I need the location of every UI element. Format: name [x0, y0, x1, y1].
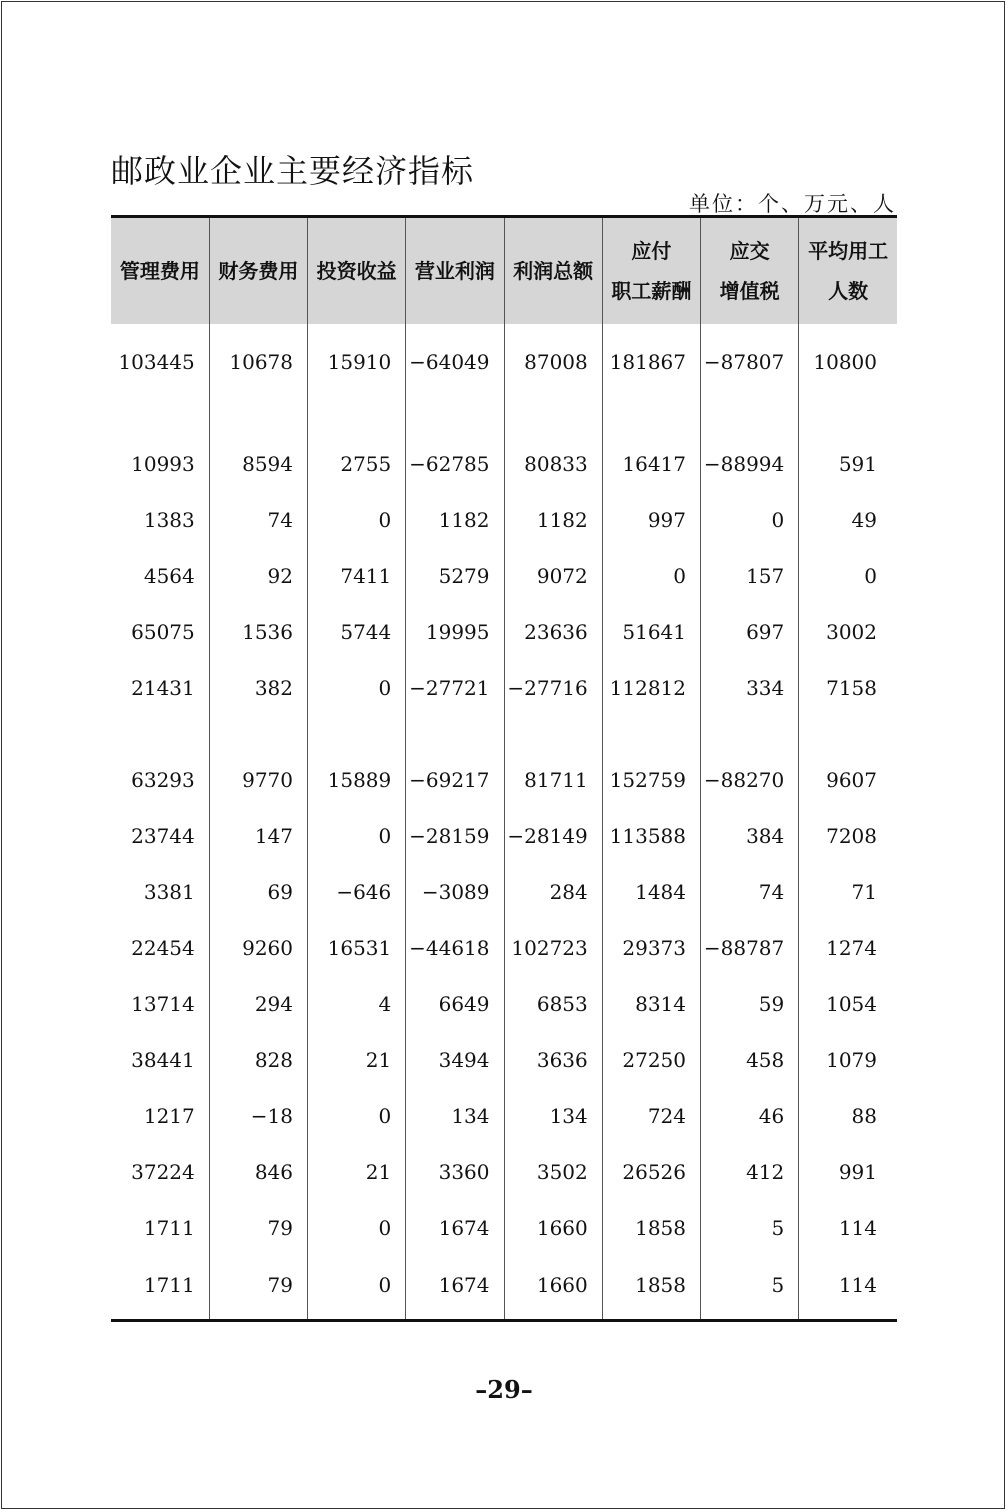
- table-cell: 10993: [111, 436, 209, 492]
- table-cell: 1484: [602, 864, 700, 920]
- table-cell: 15910: [308, 324, 406, 400]
- table-cell: 828: [209, 1032, 307, 1088]
- column-header-line: 增值税: [719, 279, 780, 303]
- table-cell: 71: [851, 880, 877, 904]
- column-header: [701, 218, 799, 324]
- table-cell: 1079: [826, 1048, 877, 1072]
- table-cell: −28149: [504, 808, 602, 864]
- table-cell: 74: [209, 492, 307, 548]
- table-cell: 103445: [111, 324, 209, 400]
- column-header: [308, 218, 406, 324]
- table-cell: 22454: [111, 920, 209, 976]
- table-cell: 88: [851, 1104, 877, 1128]
- spacer-cell: [111, 400, 209, 436]
- table-cell: 4564: [111, 548, 209, 604]
- table-cell: 412: [701, 1144, 799, 1200]
- table-cell: 5: [701, 1256, 799, 1320]
- table-cell: 9072: [504, 548, 602, 604]
- table-cell: 69: [209, 864, 307, 920]
- table-cell: 23636: [504, 604, 602, 660]
- table-cell: 181867: [602, 324, 700, 400]
- table-cell: 6853: [504, 976, 602, 1032]
- table-cell: 0: [308, 1256, 406, 1320]
- table-cell: 0: [864, 564, 877, 588]
- table-cell: 37224: [111, 1144, 209, 1200]
- table-cell: 991: [838, 1160, 877, 1184]
- table-cell: 0: [308, 660, 406, 716]
- table-cell: 591: [838, 452, 877, 476]
- column-header-line: 利润总额: [513, 259, 594, 283]
- table-cell: −44618: [406, 920, 504, 976]
- table-cell: 9770: [209, 752, 307, 808]
- spacer-cell: [308, 716, 406, 752]
- page-number: –29–: [475, 1375, 533, 1404]
- table-cell: −27721: [406, 660, 504, 716]
- table-row: [111, 1256, 897, 1320]
- table-cell: −28159: [406, 808, 504, 864]
- table-cell: 384: [701, 808, 799, 864]
- spacer-cell: [406, 400, 504, 436]
- table-cell: 0: [308, 1088, 406, 1144]
- table-cell: 7158: [826, 676, 877, 700]
- group-spacer-row: [111, 400, 897, 436]
- spacer-cell: [209, 400, 307, 436]
- table-cell: 0: [701, 492, 799, 548]
- table-cell: 87008: [504, 324, 602, 400]
- table-cell: 1858: [602, 1200, 700, 1256]
- spacer-cell: [799, 716, 897, 752]
- page-title: 邮政业企业主要经济指标: [111, 152, 475, 190]
- table-cell: 102723: [504, 920, 602, 976]
- table-cell: −69217: [406, 752, 504, 808]
- column-header: [799, 218, 897, 324]
- table-cell: 114: [838, 1216, 877, 1240]
- table-header-row: [111, 218, 897, 324]
- table-cell: 382: [209, 660, 307, 716]
- table-cell: 0: [602, 548, 700, 604]
- table-cell: 113588: [602, 808, 700, 864]
- table-cell: 1674: [406, 1200, 504, 1256]
- table-cell: 0: [308, 1200, 406, 1256]
- table-cell: −64049: [406, 324, 504, 400]
- table-cell: 3360: [406, 1144, 504, 1200]
- table-cell: 1660: [504, 1256, 602, 1320]
- spacer-cell: [209, 716, 307, 752]
- table-cell: 8594: [209, 436, 307, 492]
- table-cell: 51641: [602, 604, 700, 660]
- table-row: [111, 1200, 897, 1256]
- spacer-cell: [701, 400, 799, 436]
- table-cell: 697: [701, 604, 799, 660]
- column-header-line: 平均用工: [808, 239, 889, 263]
- table-cell: 46: [701, 1088, 799, 1144]
- table-cell: 1182: [406, 492, 504, 548]
- table-cell: 4: [308, 976, 406, 1032]
- table-cell: 134: [406, 1088, 504, 1144]
- table-cell: 1274: [826, 936, 877, 960]
- table-cell: 15889: [308, 752, 406, 808]
- column-header-line: 财务费用: [218, 259, 299, 283]
- table-row: [111, 1032, 897, 1088]
- table-cell: 114: [799, 1256, 897, 1320]
- column-header: [504, 218, 602, 324]
- column-header-line: 职工薪酬: [611, 279, 692, 303]
- table-cell: 5744: [308, 604, 406, 660]
- table-cell: 10678: [209, 324, 307, 400]
- table-cell: 157: [701, 548, 799, 604]
- table-cell: 80833: [504, 436, 602, 492]
- spacer-cell: [406, 716, 504, 752]
- table-cell: 1858: [602, 1256, 700, 1320]
- table-row: [111, 752, 897, 808]
- table-cell: 334: [701, 660, 799, 716]
- table-cell: 458: [701, 1032, 799, 1088]
- table-cell: 6649: [406, 976, 504, 1032]
- table-row: [111, 604, 897, 660]
- spacer-cell: [504, 716, 602, 752]
- table-row: [111, 1088, 897, 1144]
- table-cell: 294: [209, 976, 307, 1032]
- table-cell: 2755: [308, 436, 406, 492]
- table-cell: 1674: [406, 1256, 504, 1320]
- table-row: [111, 864, 897, 920]
- table-cell: 3381: [111, 864, 209, 920]
- table-cell: 1536: [209, 604, 307, 660]
- table-cell: 1383: [111, 492, 209, 548]
- table-cell: −62785: [406, 436, 504, 492]
- table-cell: 9260: [209, 920, 307, 976]
- table-cell: −87807: [701, 324, 799, 400]
- table-cell: 79: [209, 1200, 307, 1256]
- table-cell: 1711: [111, 1200, 209, 1256]
- group-spacer-row: [111, 716, 897, 752]
- table-cell: 59: [701, 976, 799, 1032]
- table-cell: 8314: [602, 976, 700, 1032]
- table-cell: 3636: [504, 1032, 602, 1088]
- table-cell: 5279: [406, 548, 504, 604]
- unit-label: 单位：个、万元、人: [689, 192, 896, 216]
- table-cell: 27250: [602, 1032, 700, 1088]
- table-cell: 1217: [111, 1088, 209, 1144]
- table-cell: 134: [504, 1088, 602, 1144]
- column-header: [406, 218, 504, 324]
- indicator-table-container: [111, 215, 897, 1322]
- table-cell: 49: [851, 508, 877, 532]
- table-cell: 997: [602, 492, 700, 548]
- column-header: [602, 218, 700, 324]
- table-cell: 16531: [308, 920, 406, 976]
- table-cell: 16417: [602, 436, 700, 492]
- table-row: [111, 1144, 897, 1200]
- table-cell: 23744: [111, 808, 209, 864]
- spacer-cell: [111, 716, 209, 752]
- table-cell: 1054: [826, 992, 877, 1016]
- table-cell: 9607: [826, 768, 877, 792]
- table-cell: 147: [209, 808, 307, 864]
- table-cell: 152759: [602, 752, 700, 808]
- table-cell: 19995: [406, 604, 504, 660]
- table-cell: 21: [308, 1032, 406, 1088]
- table-row: [111, 808, 897, 864]
- column-header: [209, 218, 307, 324]
- table-row: [111, 548, 897, 604]
- indicator-table: [111, 215, 897, 1322]
- spacer-cell: [308, 400, 406, 436]
- table-cell: −88787: [701, 920, 799, 976]
- table-cell: 7208: [826, 824, 877, 848]
- table-cell: 81711: [504, 752, 602, 808]
- table-cell: −3089: [406, 864, 504, 920]
- column-header-line: 人数: [828, 279, 869, 303]
- table-cell: 846: [209, 1144, 307, 1200]
- table-body: [111, 324, 897, 1320]
- column-header: [111, 218, 209, 324]
- table-row: [111, 324, 897, 400]
- table-cell: −88994: [701, 436, 799, 492]
- spacer-cell: [504, 400, 602, 436]
- table-cell: 724: [602, 1088, 700, 1144]
- table-cell: 3502: [504, 1144, 602, 1200]
- table-cell: 3494: [406, 1032, 504, 1088]
- table-cell: −646: [308, 864, 406, 920]
- table-cell: 29373: [602, 920, 700, 976]
- column-header-line: 应交: [729, 239, 770, 263]
- table-cell: 7411: [308, 548, 406, 604]
- table-cell: 26526: [602, 1144, 700, 1200]
- table-cell: 0: [308, 492, 406, 548]
- table-cell: 13714: [111, 976, 209, 1032]
- table-cell: 74: [701, 864, 799, 920]
- table-cell: 1182: [504, 492, 602, 548]
- table-cell: 3002: [826, 620, 877, 644]
- table-row: [111, 436, 897, 492]
- spacer-cell: [602, 400, 700, 436]
- table-row: [111, 492, 897, 548]
- table-cell: 92: [209, 548, 307, 604]
- column-header-line: 应付: [631, 239, 672, 263]
- column-header-line: 营业利润: [414, 259, 495, 283]
- table-cell: 10800: [813, 350, 877, 374]
- spacer-cell: [799, 400, 897, 436]
- table-cell: 21: [308, 1144, 406, 1200]
- table-cell: 112812: [602, 660, 700, 716]
- table-cell: 21431: [111, 660, 209, 716]
- spacer-cell: [602, 716, 700, 752]
- table-cell: 38441: [111, 1032, 209, 1088]
- table-cell: −88270: [701, 752, 799, 808]
- column-header-line: 投资收益: [316, 259, 397, 283]
- spacer-cell: [701, 716, 799, 752]
- table-cell: 5: [701, 1200, 799, 1256]
- table-cell: 1711: [111, 1256, 209, 1320]
- table-cell: 1660: [504, 1200, 602, 1256]
- table-cell: 79: [209, 1256, 307, 1320]
- table-cell: 63293: [111, 752, 209, 808]
- table-row: [111, 660, 897, 716]
- table-cell: 0: [308, 808, 406, 864]
- table-cell: −27716: [504, 660, 602, 716]
- table-row: [111, 920, 897, 976]
- table-cell: −18: [209, 1088, 307, 1144]
- column-header-line: 管理费用: [119, 259, 200, 283]
- table-cell: 284: [504, 864, 602, 920]
- table-row: [111, 976, 897, 1032]
- table-cell: 65075: [111, 604, 209, 660]
